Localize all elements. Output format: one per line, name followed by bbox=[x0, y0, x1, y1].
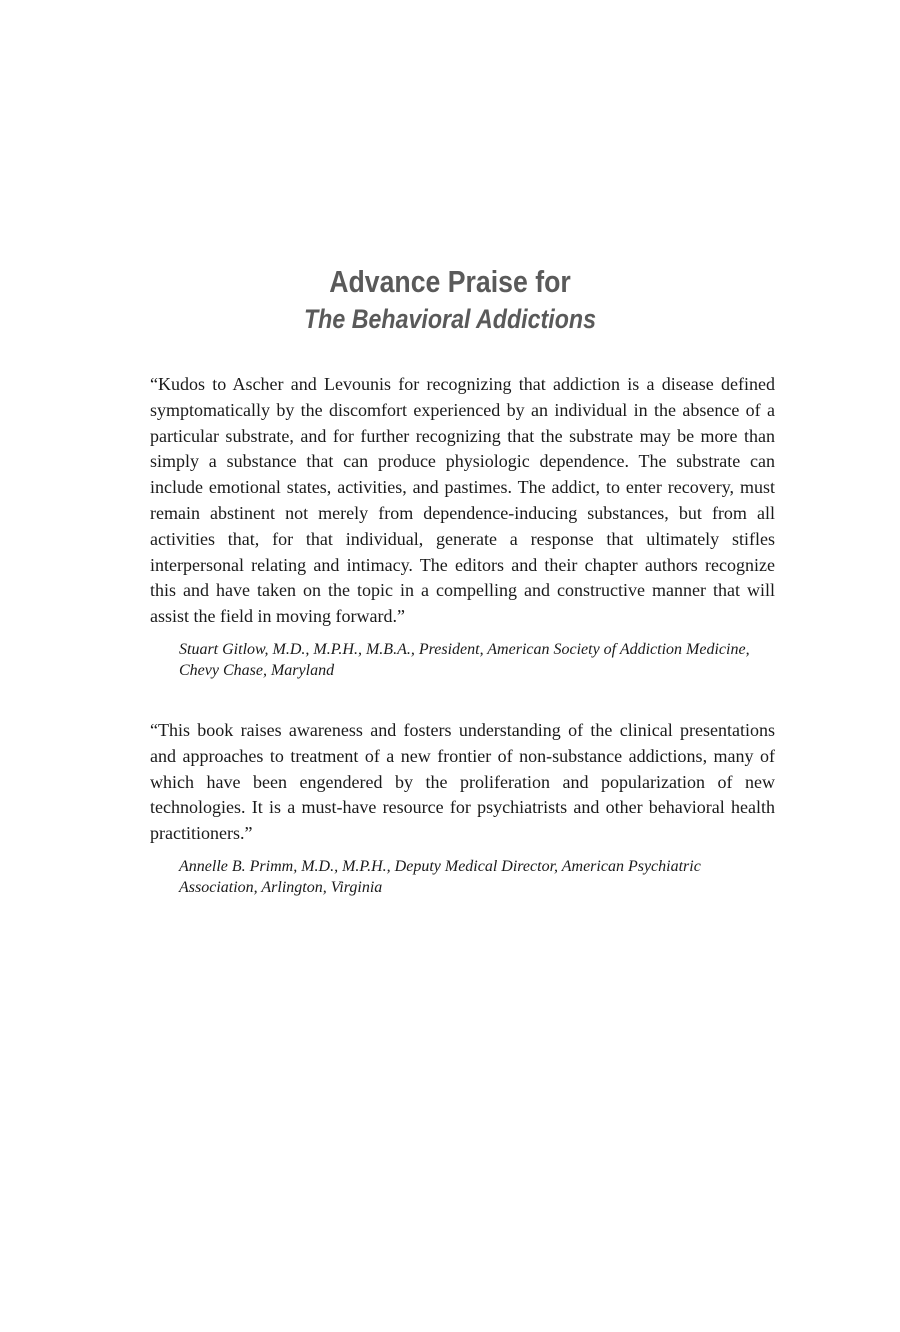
praise-block bbox=[150, 372, 775, 681]
page-heading bbox=[0, 262, 900, 336]
heading-title: Advance Praise for bbox=[329, 264, 571, 299]
praise-attribution: Annelle B. Primm, M.D., M.P.H., Deputy Medical Director, American Psychiatric Association, Arlington, Virginia bbox=[179, 857, 701, 896]
praise-quote: “Kudos to Ascher and Levounis for recognizing that addiction is a disease defined symptomatically by the discomfort experienced by an individual in the absence of a particular substrate, and for further recognizing that the substrate may be more than simply a substance that can produce physiologic dependence. The substrate can include emotional states, activities, and pastimes. The addict, to enter recovery, must remain abstinent not merely from dependence-inducing substances, but from all activities that, for that individual, generate a response that ultimately stifles interpersonal relating and intimacy. The editors and their chapter authors recognize this and have taken on the topic in a compelling and constructive manner that will assist the field in moving forward.” bbox=[150, 374, 775, 627]
praise-attribution: Stuart Gitlow, M.D., M.P.H., M.B.A., President, American Society of Addiction Medicine, Chevy Chase, Maryland bbox=[179, 640, 750, 679]
praise-quote: “This book raises awareness and fosters understanding of the clinical presentations and approaches to treatment of a new frontier of non-substance addictions, many of which have been engendered by the proliferation and popularization of new technologies. It is a must-have resource for psychiatrists and other behavioral health practitioners.” bbox=[150, 720, 775, 844]
praise-block bbox=[150, 718, 775, 898]
heading-book-title: The Behavioral Addictions bbox=[303, 304, 597, 334]
